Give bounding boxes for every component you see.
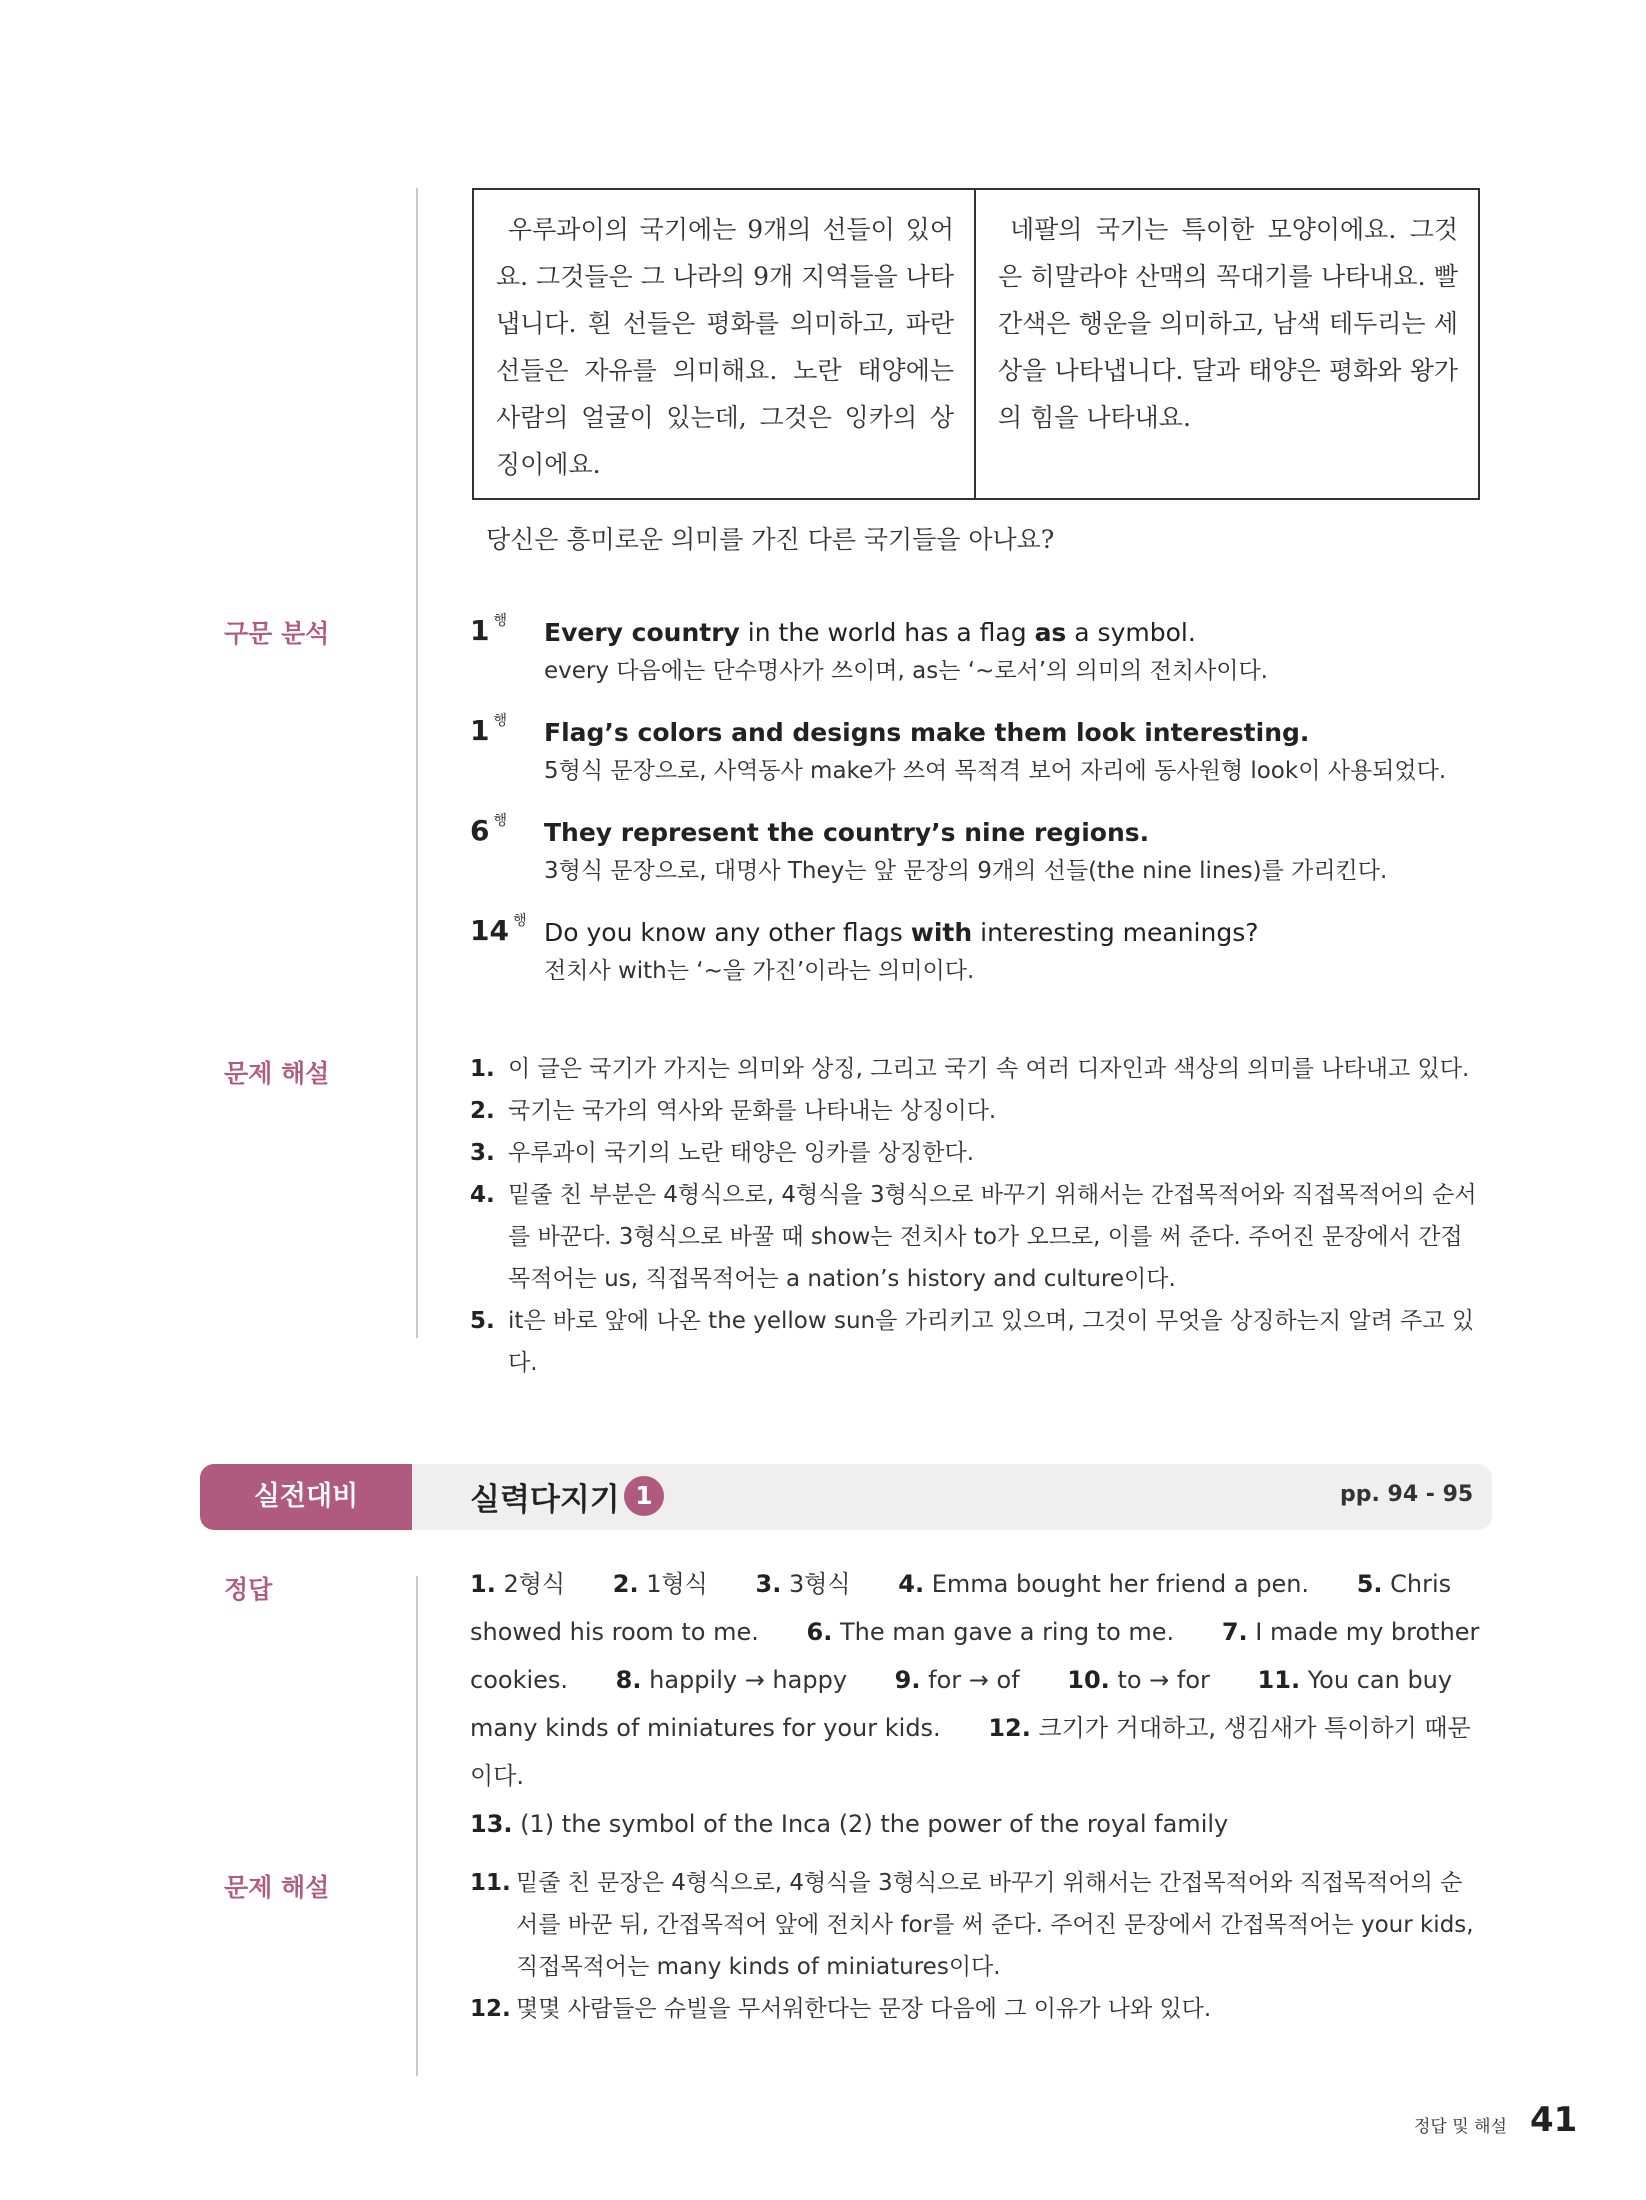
translation-question: 당신은 흥미로운 의미를 가진 다른 국기들을 아나요? [486,525,1055,554]
section-number-badge: 1 [624,1476,664,1516]
translation-text-uruguay: 우루과이의 국기에는 9개의 선들이 있어요. 그것들은 그 나라의 9개 지역들을 나타냅니다. 흰 선들은 평화를 의미하고, 파란 선들은 자유를 의미해요. 노란 태양에는 사람의 얼굴이 있는데, 그것은 잉카의 상징이에요. [496,215,954,479]
answers-list [470,1560,1480,1848]
explanation-item: 11. 밑줄 친 문장은 4형식으로, 4형식을 3형식으로 바꾸기 위해서는 간접목적어와 직접목적어의 순서를 바꾼 뒤, 간접목적어 앞에 전치사 for를 써 준다. 주어진 문장에서 간접목적어는 your kids, 직접목적어는 many kinds of miniatures이다. [470,1870,1474,1980]
divider-top [416,188,418,1338]
answer-item: 2. 1형식 [612,1570,708,1598]
grammar-explanation: 3형식 문장으로, 대명사 They는 앞 문장의 9개의 선들(the nine lines)를 가리킨다. [544,858,1388,884]
section-title: 실력다지기 [470,1482,620,1518]
grammar-sentence: They represent the country’s nine regions. [544,818,1150,847]
page-range: pp. 94 - 95 [1340,1482,1474,1507]
grammar-explanation: 5형식 문장으로, 사역동사 make가 쓰여 목적격 보어 자리에 동사원형 look이 사용되었다. [544,758,1447,784]
grammar-item [470,714,1490,790]
answer-item: 13. (1) the symbol of the Inca (2) the power of the royal family [470,1810,1229,1838]
answer-item: 11. You can buy many kinds of miniatures for your kids. [470,1666,1453,1742]
grammar-explanation: every 다음에는 단수명사가 쓰이며, as는 ‘~로서’의 의미의 전치사이다. [544,658,1268,684]
translation-box-uruguay [472,188,976,500]
explanation-label-2: 문제 해설 [224,1873,330,1902]
section-tab: 실전대비 [200,1464,412,1530]
answer-item: 3. 3형식 [755,1570,851,1598]
answer-item: 5. Chris showed his room to me. [470,1570,1452,1646]
grammar-item [470,614,1490,690]
footer-label: 정답 및 해설 [1414,2117,1507,2137]
answer-item: 1. 2형식 [470,1570,566,1598]
explanation-item: 12. 몇몇 사람들은 슈빌을 무서워한다는 문장 다음에 그 이유가 나와 있다. [470,1996,1212,2022]
grammar-label: 구문 분석 [224,619,330,648]
answer-item: 8. happily → happy [615,1666,848,1694]
divider-bottom [416,1576,418,2076]
answer-item: 7. I made my brother cookies. [470,1618,1480,1694]
answers-label: 정답 [224,1575,273,1604]
explanation-item: 5. it은 바로 앞에 나온 the yellow sun을 가리키고 있으며, 그것이 무엇을 상징하는지 알려 주고 있다. [470,1308,1475,1376]
grammar-sentence: Do you know any other flags with interesting meanings? [544,918,1259,947]
explanation-label: 문제 해설 [224,1059,330,1088]
explanation-list-2 [470,1862,1480,2030]
explanation-item: 3. 우루과이 국기의 노란 태양은 잉카를 상징한다. [470,1140,975,1166]
explanation-item: 1. 이 글은 국기가 가지는 의미와 상징, 그리고 국기 속 여러 디자인과 색상의 의미를 나타내고 있다. [470,1056,1470,1082]
answer-item: 6. The man gave a ring to me. [806,1618,1175,1646]
translation-text-nepal: 네팔의 국기는 특이한 모양이에요. 그것은 히말라야 산맥의 꼭대기를 나타내요. 빨간색은 행운을 의미하고, 남색 테두리는 세상을 나타냅니다. 달과 태양은 평화와 왕가의 힘을 나타내요. [998,215,1458,432]
answer-item: 4. Emma bought her friend a pen. [898,1570,1310,1598]
answer-item: 12. 크기가 거대하고, 생김새가 특이하기 때문이다. [470,1714,1471,1790]
grammar-explanation: 전치사 with는 ‘~을 가진’이라는 의미이다. [544,958,975,984]
grammar-item [470,814,1490,890]
answer-item: 9. for → of [894,1666,1020,1694]
grammar-line-number: 6 $^행$ [470,813,508,847]
grammar-sentence: Flag’s colors and designs make them look interesting. [544,718,1310,747]
explanation-item: 2. 국기는 국가의 역사와 문화를 나타내는 상징이다. [470,1098,997,1124]
translation-box-nepal [974,188,1480,500]
grammar-line-number: 1 $^행$ [470,713,508,747]
explanation-item: 4. 밑줄 친 부분은 4형식으로, 4형식을 3형식으로 바꾸기 위해서는 간접목적어와 직접목적어의 순서를 바꾼다. 3형식으로 바꿀 때 show는 전치사 to가 오므로, 이를 써 준다. 주어진 문장에서 간접목적어는 us, 직접목적어는 a nation’s history and culture이다. [470,1182,1477,1292]
grammar-item [470,914,1490,990]
answer-item: 10. to → for [1067,1666,1210,1694]
grammar-line-number: 1 $^행$ [470,613,508,647]
grammar-line-number: 14 $^행$ [470,913,527,947]
grammar-sentence: Every country in the world has a flag as a symbol. [544,618,1196,647]
page-number: 41 [1530,2100,1578,2140]
explanation-list [470,1048,1480,1384]
